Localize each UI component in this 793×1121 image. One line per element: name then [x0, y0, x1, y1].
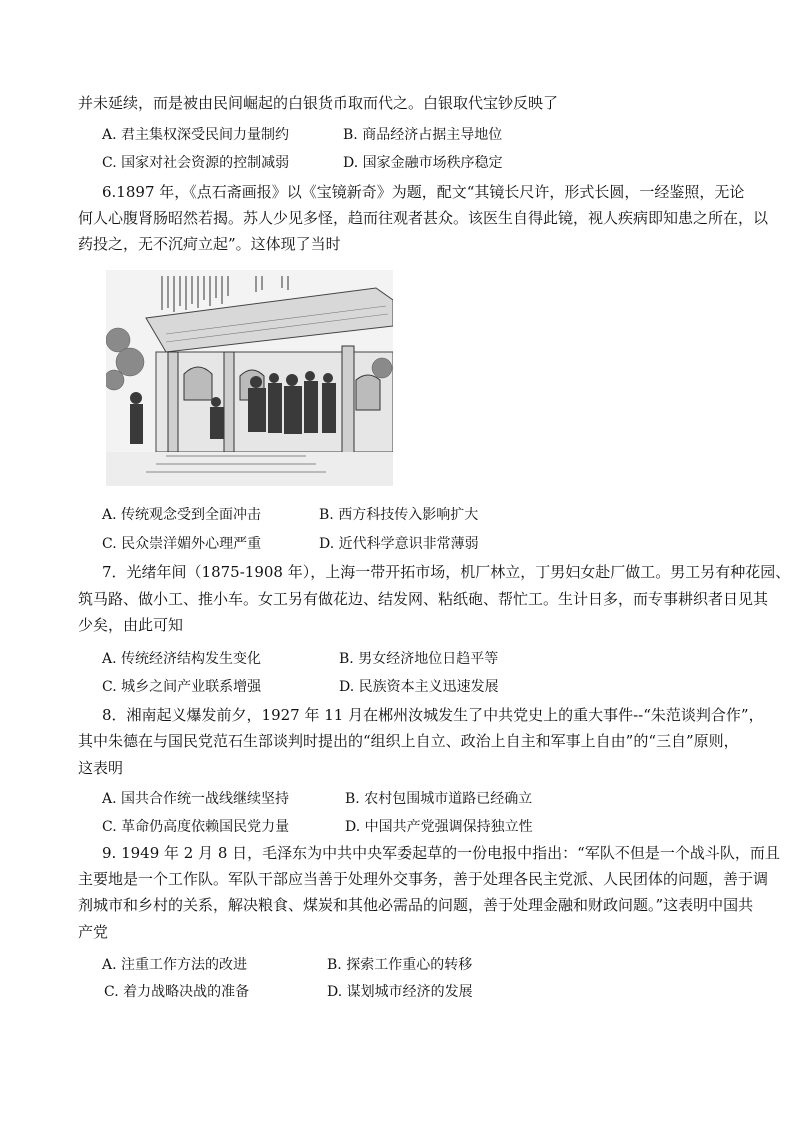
q9-option-b: B. 探索工作重心的转移 — [327, 957, 473, 973]
q8-stem-line-2: 其中朱德在与国民党范石生部谈判时提出的“组织上自立、政治上自主和军事上自由”的“三自”原则， — [78, 732, 739, 750]
q6-option-d: D. 近代科学意识非常薄弱 — [319, 536, 479, 552]
q8-stem-line-1: 8．湘南起义爆发前夕，1927 年 11 月在郴州汝城发生了中共党史上的重大事件--“朱范谈判合作”， — [102, 706, 764, 724]
q7-option-d: D. 民族资本主义迅速发展 — [339, 679, 499, 695]
q5-option-a: A. 君主集权深受民间力量制约 — [102, 127, 290, 143]
q9-stem-line-4: 产党 — [78, 923, 109, 941]
q8-option-b: B. 农村包围城市道路已经确立 — [345, 791, 533, 807]
q8-option-c: C. 革命仍高度依赖国民党力量 — [102, 819, 290, 835]
q7-stem-line-3: 少矣，由此可知 — [78, 616, 184, 634]
q9-option-d: D. 谋划城市经济的发展 — [327, 984, 473, 1000]
q5-stem-tail: 并未延续，而是被由民间崛起的白银货币取而代之。白银取代宝钞反映了 — [78, 94, 559, 112]
q6-option-c: C. 民众崇洋媚外心理严重 — [102, 536, 262, 552]
q7-option-a: A. 传统经济结构发生变化 — [102, 651, 262, 667]
q8-option-d: D. 中国共产党强调保持独立性 — [345, 819, 533, 835]
q6-stem-line-1: 6.1897 年，《点石斋画报》以《宝镜新奇》为题，配文“其镜长尺许，形式长圆，一经鉴照，无论 — [102, 183, 745, 201]
q7-option-c: C. 城乡之间产业联系增强 — [102, 679, 262, 695]
q8-stem-line-3: 这表明 — [78, 759, 124, 777]
q6-option-b: B. 西方科技传入影响扩大 — [319, 507, 479, 523]
q9-stem-line-1: 9. 1949 年 2 月 8 日，毛泽东为中共中央军委起草的一份电报中指出：“军队不但是一个战斗队，而且 — [102, 844, 780, 862]
q7-option-b: B. 男女经济地位日趋平等 — [339, 651, 499, 667]
q6-stem-line-2: 何人心腹肾肠昭然若揭。苏人少见多怪，趋而往观者甚众。该医生自得此镜，视人疾病即知患之所在，以 — [78, 209, 769, 227]
q9-option-a: A. 注重工作方法的改进 — [102, 957, 248, 973]
q8-option-a: A. 国共合作统一战线继续坚持 — [102, 791, 290, 807]
q7-stem-line-1: 7．光绪年间（1875-1908 年），上海一带开拓市场，机厂林立，丁男妇女赴厂做工。男工另有种花园、 — [102, 563, 791, 581]
q9-option-c: C. 着力战略决战的准备 — [104, 984, 250, 1000]
q9-stem-line-2: 主要地是一个工作队。军队干部应当善于处理外交事务，善于处理各民主党派、人民团体的问题，善于调 — [78, 870, 769, 888]
q6-stem-line-3: 药投之，无不沉疴立起”。这体现了当时 — [78, 235, 341, 253]
q5-option-d: D. 国家金融市场秩序稳定 — [343, 155, 503, 171]
q9-stem-line-3: 剂城市和乡村的关系，解决粮食、煤炭和其他必需品的问题，善于处理金融和财政问题。”这表明中国共 — [78, 896, 754, 914]
q6-option-a: A. 传统观念受到全面冲击 — [102, 507, 262, 523]
q5-option-b: B. 商品经济占据主导地位 — [343, 127, 503, 143]
q5-option-c: C. 国家对社会资源的控制减弱 — [102, 155, 290, 171]
illustration-dianshizhai-pictorial — [106, 270, 393, 486]
q7-stem-line-2: 筑马路、做小工、推小车。女工另有做花边、结发网、粘纸砲、帮忙工。生计日多，而专事耕织者日见其 — [78, 590, 769, 608]
